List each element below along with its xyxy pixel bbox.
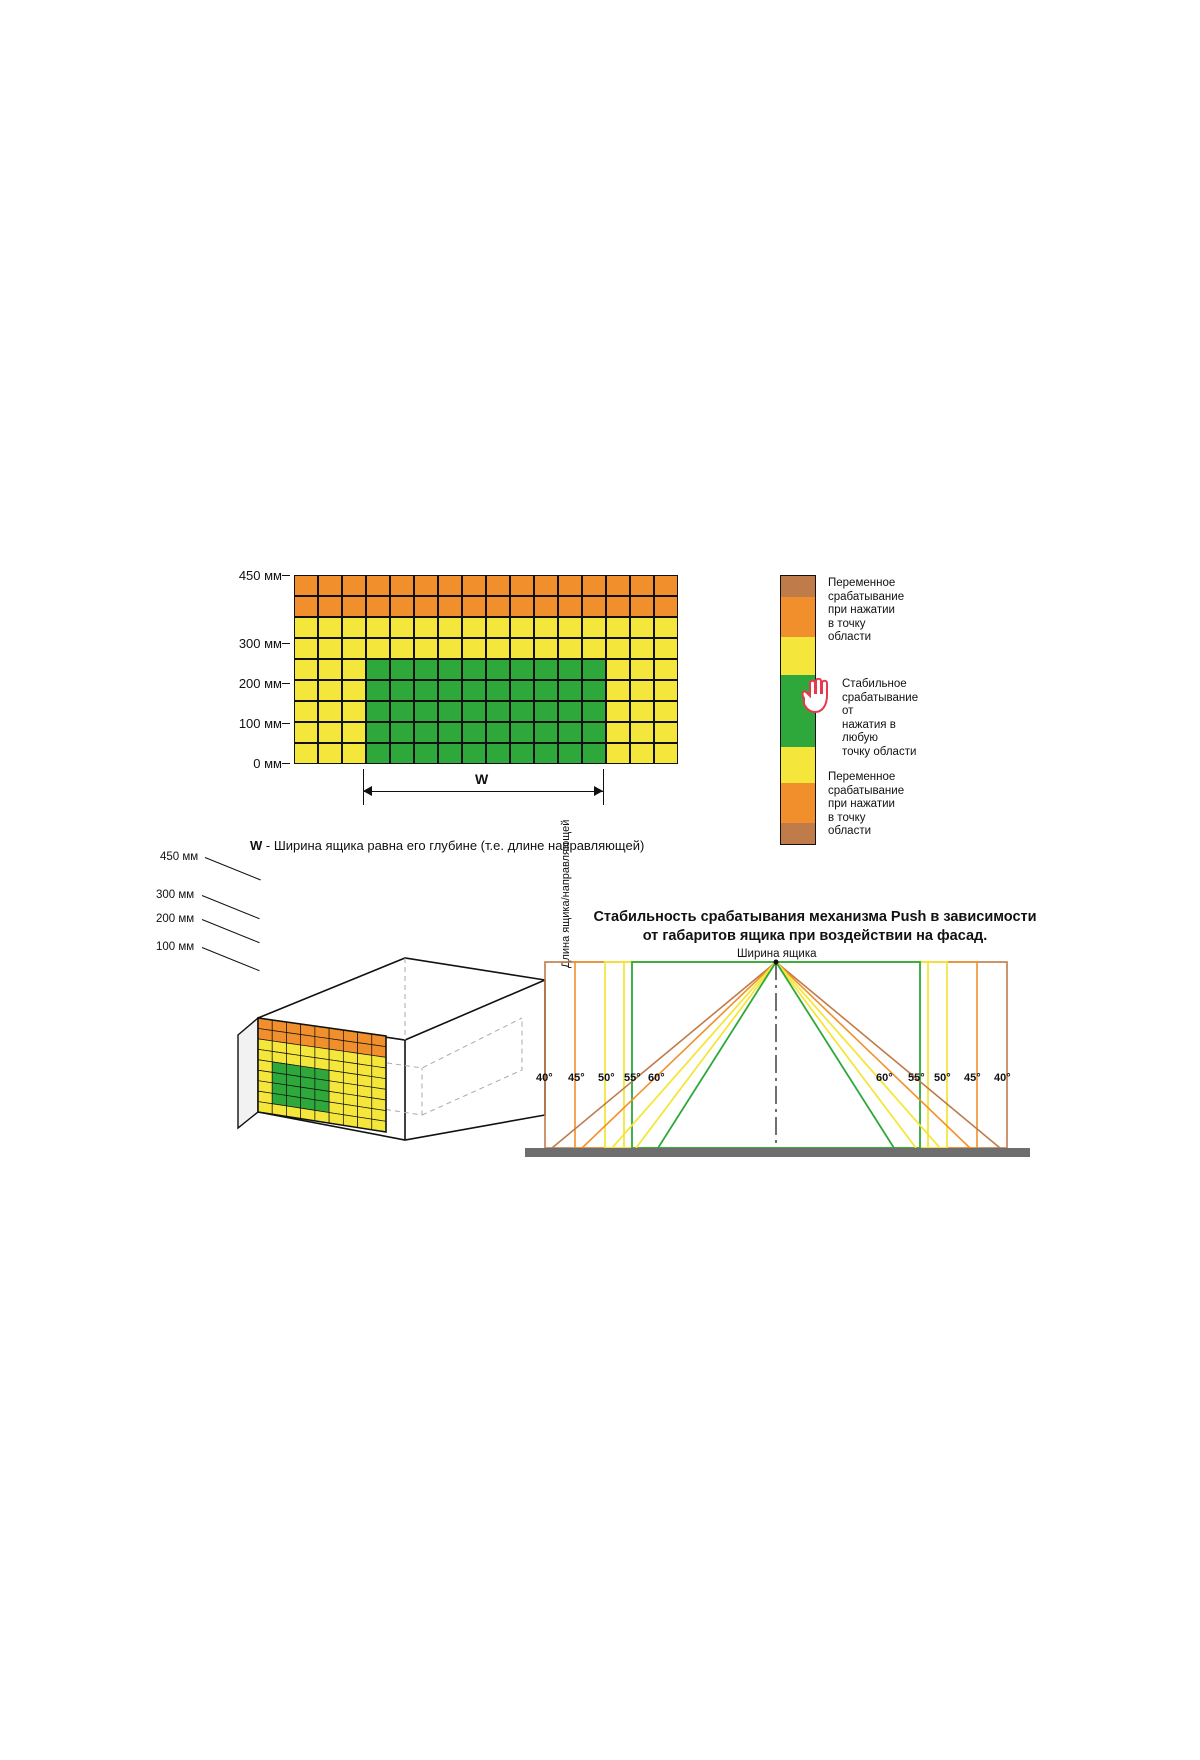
right-diagram-title-l1: Стабильность срабатывания механизма Push в зависимости <box>593 909 1037 925</box>
heatmap-cell <box>294 722 318 743</box>
heatmap-cell <box>414 617 438 638</box>
heatmap-cell <box>630 596 654 617</box>
heatmap-cell <box>462 743 486 764</box>
right-diagram-y-label: Длина ящика/направляющей <box>560 819 572 968</box>
heatmap-cell <box>390 638 414 659</box>
heatmap-cell <box>438 701 462 722</box>
heatmap-cell <box>654 617 678 638</box>
heatmap-cell <box>630 680 654 701</box>
heatmap-cell <box>438 659 462 680</box>
heatmap-cell <box>462 680 486 701</box>
heatmap-cell <box>654 701 678 722</box>
heatmap-cell <box>630 617 654 638</box>
angle-left-55: 55° <box>624 1072 641 1084</box>
right-diagram-title-l2: от габаритов ящика при воздействии на фасад. <box>642 928 988 944</box>
heatmap-cell <box>630 701 654 722</box>
angle-right-55: 55° <box>908 1072 925 1084</box>
heatmap-cell <box>294 743 318 764</box>
heatmap-cell <box>582 680 606 701</box>
heatmap-cell <box>318 575 342 596</box>
legend-text-mid-l4: точку области <box>842 745 917 758</box>
heatmap-cell <box>510 722 534 743</box>
heatmap-cell <box>294 596 318 617</box>
box3d-label-450: 450 мм <box>160 851 199 863</box>
heatmap-cell <box>318 638 342 659</box>
axis-label-200: 200 мм <box>238 676 282 691</box>
heatmap-cell <box>582 575 606 596</box>
heatmap-cell <box>366 596 390 617</box>
heatmap-cell <box>438 743 462 764</box>
heatmap-cell <box>486 722 510 743</box>
heatmap-cell <box>318 617 342 638</box>
legend-swatch-brown-top <box>780 575 816 597</box>
heatmap-cell <box>630 638 654 659</box>
heatmap-cell <box>438 680 462 701</box>
heatmap-cell <box>294 575 318 596</box>
heatmap-cell <box>630 659 654 680</box>
heatmap-cell <box>606 659 630 680</box>
floor-bar <box>525 1148 1030 1157</box>
heatmap-cell <box>366 617 390 638</box>
heatmap-cell <box>366 575 390 596</box>
width-arrow-left <box>363 786 372 796</box>
heatmap-cell <box>366 638 390 659</box>
heatmap-cell <box>342 680 366 701</box>
angle-left-45: 45° <box>568 1072 585 1084</box>
heatmap-cell <box>606 701 630 722</box>
heatmap-cell <box>390 575 414 596</box>
width-arrow-right <box>594 786 603 796</box>
legend-text-top-l3: при нажатии <box>828 604 895 616</box>
heatmap-cell <box>558 575 582 596</box>
heatmap-cell <box>510 659 534 680</box>
heatmap-cell <box>342 743 366 764</box>
heatmap-cell <box>438 722 462 743</box>
heatmap-cell <box>390 743 414 764</box>
heatmap-cell <box>654 722 678 743</box>
legend-text-mid-l2: срабатывание от <box>842 691 919 717</box>
heatmap-cell <box>366 701 390 722</box>
width-line <box>363 791 603 792</box>
tick-0 <box>282 763 290 764</box>
heatmap-cell <box>654 743 678 764</box>
axis-label-100: 100 мм <box>238 716 282 731</box>
heatmap-cell <box>486 701 510 722</box>
legend-text-mid <box>842 678 918 759</box>
tick-200 <box>282 683 290 684</box>
heatmap-cell <box>414 575 438 596</box>
legend-text-bottom-l2: срабатывание <box>828 784 905 797</box>
heatmap-cell <box>534 701 558 722</box>
heatmap-cell <box>414 596 438 617</box>
heatmap-cell <box>510 743 534 764</box>
heatmap-cell <box>342 659 366 680</box>
heatmap-cell <box>462 722 486 743</box>
heatmap-cell <box>582 617 606 638</box>
heatmap-cell <box>654 596 678 617</box>
heatmap-cell <box>462 575 486 596</box>
heatmap-cell <box>534 575 558 596</box>
heatmap-cell <box>558 617 582 638</box>
heatmap-cell <box>342 722 366 743</box>
legend-text-top-l4: в точку области <box>828 617 872 643</box>
heatmap-cell <box>654 575 678 596</box>
heatmap-cell <box>582 638 606 659</box>
width-caption-text: - Ширина ящика равна его глубине (т.е. длине направляющей) <box>262 838 645 853</box>
heatmap-cell <box>390 680 414 701</box>
heatmap-cell <box>654 659 678 680</box>
heatmap-cell <box>318 596 342 617</box>
heatmap-cell <box>558 596 582 617</box>
heatmap-cell <box>510 596 534 617</box>
heatmap-cell <box>486 617 510 638</box>
heatmap-cell <box>486 638 510 659</box>
drawer-3d-illustration <box>150 851 550 1190</box>
heatmap-cell <box>534 743 558 764</box>
heatmap-cell <box>534 659 558 680</box>
heatmap-cell <box>462 701 486 722</box>
heatmap-cell <box>534 638 558 659</box>
heatmap-cell <box>294 617 318 638</box>
legend-text-bottom-l4: в точку области <box>828 811 872 837</box>
legend-text-mid-l1: Стабильное <box>842 678 907 690</box>
heatmap-cell <box>414 638 438 659</box>
heatmap-cell <box>318 659 342 680</box>
heatmap-cell <box>582 722 606 743</box>
hand-pointer-icon <box>796 678 836 714</box>
heatmap-cell <box>558 722 582 743</box>
heatmap-cell <box>486 680 510 701</box>
heatmap-cell <box>606 596 630 617</box>
legend-text-top <box>828 577 904 645</box>
tick-300 <box>282 643 290 644</box>
heatmap-cell <box>294 701 318 722</box>
angle-right-40: 40° <box>994 1072 1011 1084</box>
right-diagram-top-label: Ширина ящика <box>737 948 817 960</box>
heatmap-cell <box>414 680 438 701</box>
right-diagram <box>520 900 1040 1160</box>
width-caption-bold: W <box>250 838 263 853</box>
heatmap-cell <box>486 659 510 680</box>
legend-text-top-l1: Переменное <box>828 577 896 589</box>
heatmap-cell <box>582 659 606 680</box>
box3d-label-300: 300 мм <box>156 889 195 901</box>
heatmap-cell <box>438 596 462 617</box>
heatmap-cell <box>582 596 606 617</box>
tick-100 <box>282 723 290 724</box>
heatmap-cell <box>318 722 342 743</box>
legend-swatch-orange-bottom <box>780 783 816 823</box>
heatmap-cell <box>342 701 366 722</box>
heatmap-cell <box>462 638 486 659</box>
heatmap-cell <box>606 575 630 596</box>
heatmap-cell <box>366 743 390 764</box>
heatmap-cell <box>534 722 558 743</box>
legend-swatch-yellow-bottom <box>780 747 816 783</box>
width-tick-right <box>603 769 604 805</box>
heatmap-cell <box>582 743 606 764</box>
heatmap-cell <box>414 701 438 722</box>
heatmap-cell <box>654 680 678 701</box>
heatmap-cell <box>558 659 582 680</box>
heatmap-cell <box>630 722 654 743</box>
heatmap-cell <box>318 743 342 764</box>
angle-right-45: 45° <box>964 1072 981 1084</box>
heatmap-cell <box>390 722 414 743</box>
legend-text-top-l2: срабатывание <box>828 590 905 603</box>
heatmap-cell <box>558 743 582 764</box>
heatmap-cell <box>438 617 462 638</box>
heatmap-cell <box>606 638 630 659</box>
legend-swatch-brown-bottom <box>780 823 816 845</box>
heatmap-cell <box>294 659 318 680</box>
heatmap-cell <box>654 638 678 659</box>
heatmap-cell <box>486 575 510 596</box>
heatmap-cell <box>486 596 510 617</box>
box3d-label-100: 100 мм <box>156 941 195 953</box>
heatmap-grid <box>294 575 678 764</box>
angle-right-50: 50° <box>934 1072 951 1084</box>
heatmap-cell <box>342 617 366 638</box>
box3d-lead-450 <box>205 857 261 880</box>
heatmap-cell <box>606 722 630 743</box>
heatmap-cell <box>582 701 606 722</box>
heatmap-cell <box>630 743 654 764</box>
heatmap-cell <box>462 659 486 680</box>
heatmap-cell <box>510 617 534 638</box>
axis-label-0: 0 мм <box>253 756 282 771</box>
angle-left-50: 50° <box>598 1072 615 1084</box>
angle-left-60: 60° <box>648 1072 665 1084</box>
heatmap-cell <box>390 617 414 638</box>
heatmap-cell <box>510 575 534 596</box>
heatmap-cell <box>438 575 462 596</box>
heatmap-cell <box>414 722 438 743</box>
heatmap-cell <box>558 680 582 701</box>
axis-label-450: 450 мм <box>238 568 282 583</box>
heatmap-cell <box>510 638 534 659</box>
heatmap-cell <box>510 701 534 722</box>
heatmap-cell <box>342 575 366 596</box>
heatmap-cell <box>534 596 558 617</box>
width-label: W <box>475 771 489 787</box>
heatmap-cell <box>630 575 654 596</box>
heatmap-cell <box>390 659 414 680</box>
heatmap-cell <box>462 596 486 617</box>
heatmap-cell <box>390 596 414 617</box>
heatmap-cell <box>510 680 534 701</box>
heatmap-cell <box>606 743 630 764</box>
legend-swatch-orange-top <box>780 597 816 637</box>
heatmap-cell <box>534 617 558 638</box>
heatmap-cell <box>390 701 414 722</box>
heatmap-cell <box>606 617 630 638</box>
heatmap-cell <box>294 680 318 701</box>
legend-text-bottom-l1: Переменное <box>828 771 896 783</box>
legend-text-bottom <box>828 771 904 839</box>
heatmap-cell <box>342 638 366 659</box>
axis-label-300: 300 мм <box>238 636 282 651</box>
box3d-label-200: 200 мм <box>156 913 195 925</box>
heatmap-cell <box>486 743 510 764</box>
legend-text-mid-l3: нажатия в любую <box>842 718 896 744</box>
heatmap-cell <box>366 680 390 701</box>
heatmap-cell <box>414 659 438 680</box>
heatmap-cell <box>366 722 390 743</box>
tick-450 <box>282 575 290 576</box>
heatmap-cell <box>414 743 438 764</box>
angle-left-40: 40° <box>536 1072 553 1084</box>
heatmap-cell <box>438 638 462 659</box>
legend-swatch-yellow-top <box>780 637 816 675</box>
legend-text-bottom-l3: при нажатии <box>828 798 895 810</box>
heatmap-cell <box>342 596 366 617</box>
width-caption <box>250 838 644 853</box>
angle-right-60: 60° <box>876 1072 893 1084</box>
heatmap-cell <box>558 701 582 722</box>
heatmap-cell <box>462 617 486 638</box>
heatmap-cell <box>318 680 342 701</box>
heatmap-cell <box>366 659 390 680</box>
heatmap-cell <box>534 680 558 701</box>
heatmap-cell <box>318 701 342 722</box>
heatmap-cell <box>294 638 318 659</box>
heatmap-cell <box>606 680 630 701</box>
heatmap-cell <box>558 638 582 659</box>
